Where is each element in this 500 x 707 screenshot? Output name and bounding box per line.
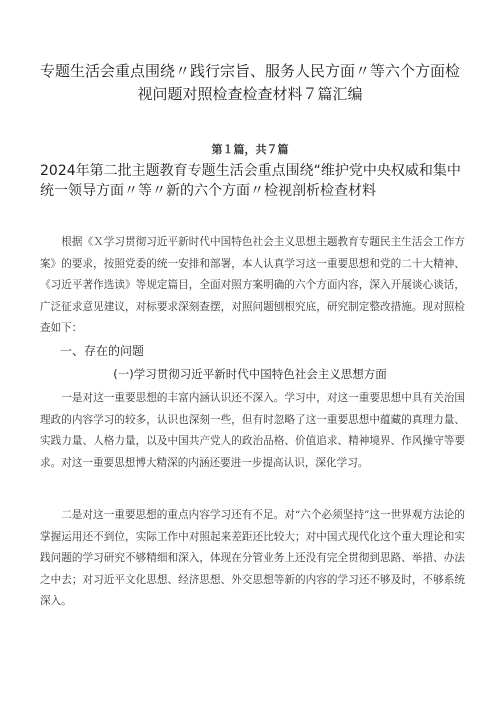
body-paragraph: 一是对这一重要思想的丰富内涵认识还不深入。学习中，对这一重要思想中具有关治国理政的内容学习的较多，认识也深刻一些，但有时忽略了这一重要思想中蕴藏的真理力量、实践力量、人格力量，以及中国共产党人的政治品格、价值追求、精神境界、作风操守等要求。对这一重要思想博大精深的内涵还要进一步提高认识，深化学习。 <box>40 392 465 469</box>
document-title: 专题生活会重点围绕〃践行宗旨、服务人民方面〃等六个方面检视问题对照检查检查材料７篇汇编 <box>40 62 461 103</box>
part-label: 第１篇，共７篇 <box>211 143 289 156</box>
section-heading: 一、存在的问题 <box>60 344 145 358</box>
intro-paragraph: 根据《Ｘ学习贯彻习近平新时代中国特色社会主义思想主题教育专题民主生活会工作方案》的要求，按照党委的统一安排和部署，本人认真学习这一重要思想和党的二十大精神、《习近平著作选读》等规定篇目，全面对照方案明确的六个方面内容，深入开展谈心谈话，广泛征求意见建议，对标要求深刻查摆，对照问题刨根究底，研究制定整改措施。现对照检查如下： <box>40 236 465 334</box>
body-paragraph: 二是对这一重要思想的重点内容学习还有不足。对“六个必须坚持”这一世界观方法论的掌握运用还不到位，实际工作中对照起来差距还比较大；对中国式现代化这个重大理论和实践问题的学习研究不够精细和深入，体现在分管业务上还没有完全贯彻到思路、举措、办法之中去；对习近平文化思想、经济思想、外交思想等新的内容的学习还不够及时，不够系统深入。 <box>40 509 465 607</box>
subsection-heading: (一)学习贯彻习近平新时代中国特色社会主义思想方面 <box>113 367 387 381</box>
article-title: 2024年第二批主题教育专题生活会重点围绕“维护党中央权威和集中统一领导方面〃等〃新的六个方面〃检视剖析检查材料 <box>40 163 461 199</box>
